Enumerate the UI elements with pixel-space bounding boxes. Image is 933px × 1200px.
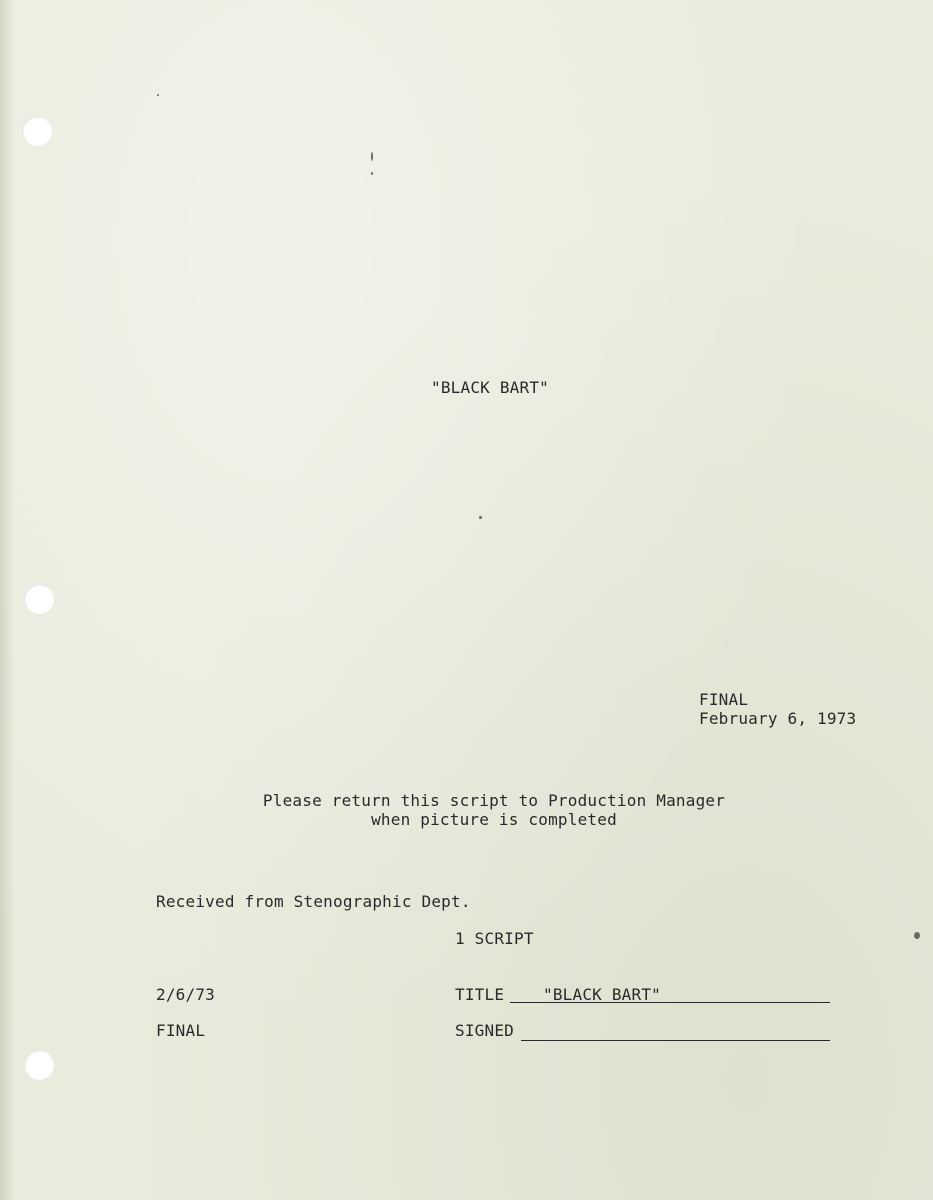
paper-speck xyxy=(371,152,373,161)
signed-field-underline xyxy=(521,1040,830,1041)
script-title: "BLACK BART" xyxy=(431,378,549,397)
return-notice-line-1: Please return this script to Production Manager xyxy=(262,791,726,810)
draft-status-label: FINAL xyxy=(699,690,749,709)
binder-hole-top xyxy=(22,116,52,146)
final-label: FINAL xyxy=(156,1021,206,1040)
title-field-label: TITLE xyxy=(455,985,505,1004)
return-notice-line-2: when picture is completed xyxy=(371,810,617,829)
paper-speck xyxy=(479,516,482,519)
paper-speck xyxy=(914,932,920,939)
receipt-date: 2/6/73 xyxy=(156,985,215,1004)
signed-field-label: SIGNED xyxy=(455,1021,514,1040)
paper-speck xyxy=(157,94,159,96)
received-from-text: Received from Stenographic Dept. xyxy=(156,892,471,911)
binder-hole-middle xyxy=(24,584,54,614)
script-count: 1 SCRIPT xyxy=(455,929,534,948)
page-edge-shadow xyxy=(0,0,14,1200)
title-field-underline xyxy=(510,1002,830,1003)
binder-hole-bottom xyxy=(24,1050,54,1080)
title-field-value: "BLACK BART" xyxy=(543,985,661,1004)
paper-speck xyxy=(371,172,373,175)
draft-date: February 6, 1973 xyxy=(699,709,857,728)
